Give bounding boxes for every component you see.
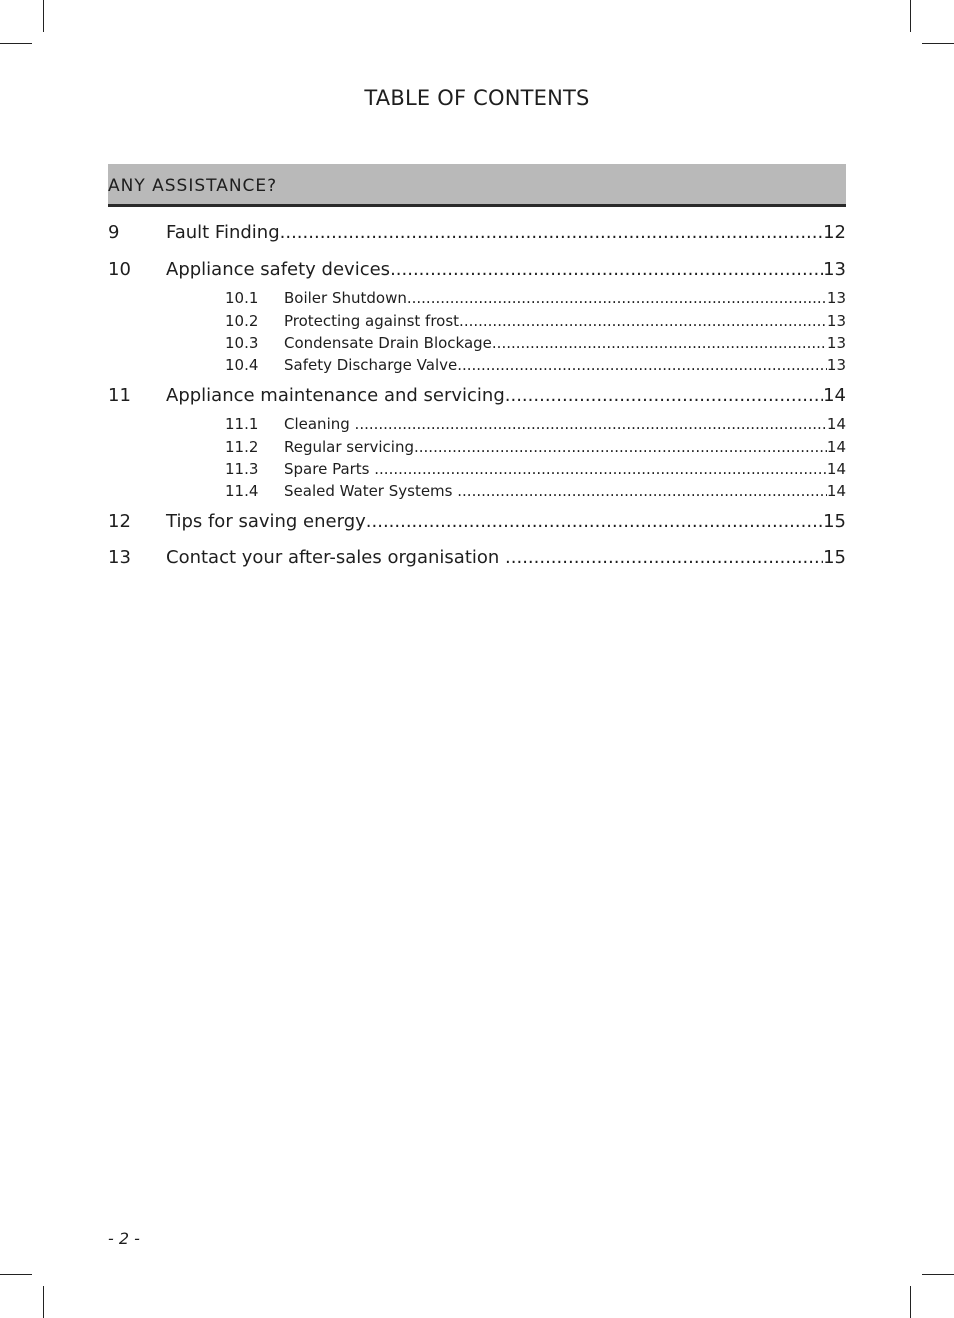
toc-leader-dots	[459, 312, 827, 330]
crop-mark	[922, 43, 954, 44]
toc-subentry-page: 13	[826, 312, 846, 330]
toc-subentry-label: Boiler Shutdown	[284, 289, 407, 307]
toc-leader-dots	[505, 547, 823, 568]
toc-entry-label: Appliance safety devices	[166, 259, 391, 280]
toc-subentry-number: 11.3	[225, 460, 259, 478]
crop-mark	[43, 1286, 44, 1318]
toc-entry-page: 12	[823, 222, 846, 243]
toc-subentry-page: 14	[826, 438, 846, 456]
toc-leader-dots	[492, 334, 827, 352]
toc-leader-dots	[366, 511, 823, 532]
toc-entry[interactable]	[108, 385, 846, 406]
toc-entry[interactable]	[108, 547, 846, 568]
page-number: - 2 -	[108, 1229, 140, 1248]
toc-leader-dots	[457, 356, 827, 374]
toc-subentry-page: 14	[826, 415, 846, 433]
toc-entry[interactable]	[108, 511, 846, 532]
toc-entry-page: 13	[823, 259, 846, 280]
toc-leader-dots	[505, 385, 823, 406]
toc-entry-number: 13	[108, 547, 131, 568]
toc-leader-dots	[414, 438, 827, 456]
toc-entry-number: 12	[108, 511, 131, 532]
toc-leader-dots	[390, 259, 823, 280]
toc-leader-dots	[457, 482, 827, 500]
toc-subentry-number: 10.3	[225, 334, 259, 352]
toc-subentry[interactable]	[108, 460, 846, 478]
toc-leader-dots	[280, 222, 823, 243]
toc-subentry-page: 14	[826, 482, 846, 500]
toc-subentry[interactable]	[108, 312, 846, 330]
toc-subentry-number: 11.1	[225, 415, 259, 433]
toc-entry-label: Contact your after-sales organisation	[166, 547, 506, 568]
toc-subentry-label: Regular servicing	[284, 438, 414, 456]
page-title: TABLE OF CONTENTS	[364, 86, 590, 110]
toc-subentry[interactable]	[108, 356, 846, 374]
toc-entry[interactable]	[108, 259, 846, 280]
toc-leader-dots	[355, 415, 827, 433]
toc-entry-number: 11	[108, 385, 131, 406]
toc-subentry[interactable]	[108, 289, 846, 307]
crop-mark	[910, 1286, 911, 1318]
crop-mark	[910, 0, 911, 32]
toc-entry-page: 15	[823, 547, 846, 568]
toc-subentry-number: 10.4	[225, 356, 259, 374]
section-heading-bar	[108, 164, 846, 207]
crop-mark	[0, 1274, 32, 1275]
toc-entry-number: 9	[108, 222, 120, 243]
toc-entry-label: Fault Finding	[166, 222, 280, 243]
toc-entry-label: Tips for saving energy	[166, 511, 366, 532]
toc-subentry-page: 13	[826, 334, 846, 352]
crop-mark	[0, 43, 32, 44]
toc-subentry-page: 13	[826, 289, 846, 307]
toc-subentry-label: Sealed Water Systems	[284, 482, 458, 500]
toc-entry-page: 15	[823, 511, 846, 532]
toc-leader-dots	[374, 460, 827, 478]
toc-subentry[interactable]	[108, 415, 846, 433]
toc-subentry-number: 11.4	[225, 482, 259, 500]
toc-subentry-page: 13	[826, 356, 846, 374]
toc-entry-number: 10	[108, 259, 131, 280]
toc-subentry-number: 10.1	[225, 289, 259, 307]
toc-subentry-label: Spare Parts	[284, 460, 375, 478]
toc-entry[interactable]	[108, 222, 846, 243]
toc-subentry[interactable]	[108, 438, 846, 456]
toc-subentry[interactable]	[108, 334, 846, 352]
toc-subentry-number: 10.2	[225, 312, 259, 330]
section-heading: ANY ASSISTANCE?	[108, 176, 278, 196]
toc-entry-label: Appliance maintenance and servicing	[166, 385, 505, 406]
toc-subentry-label: Cleaning	[284, 415, 355, 433]
crop-mark	[43, 0, 44, 32]
crop-mark	[922, 1274, 954, 1275]
toc-subentry-label: Safety Discharge Valve	[284, 356, 458, 374]
toc-subentry-page: 14	[826, 460, 846, 478]
toc-leader-dots	[407, 289, 827, 307]
toc-subentry-label: Condensate Drain Blockage	[284, 334, 492, 352]
toc-subentry[interactable]	[108, 482, 846, 500]
toc-subentry-label: Protecting against frost	[284, 312, 460, 330]
toc-entry-page: 14	[823, 385, 846, 406]
toc-subentry-number: 11.2	[225, 438, 259, 456]
